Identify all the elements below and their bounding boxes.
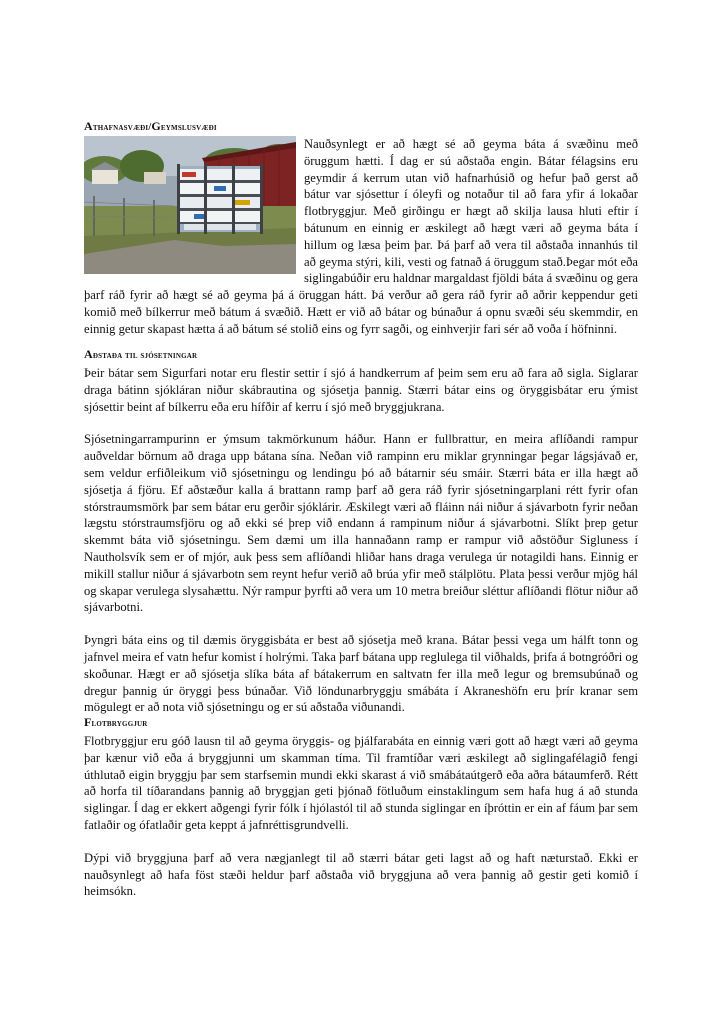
section-sjosetning — [84, 348, 638, 716]
paragraph-docks-1: Flotbryggjur eru góð lausn til að geyma öryggis- og þjálfarabáta en einnig væri gott að hægt væri að geyma þar kænur við eða á bryggjunni um skamman tíma. Til framtíðar væri æskilegt að siglingafélagið fengi úthlutað eigin bryggju þar sem starfsemin mundi ekki skarast á við smábátaútgerð eða aðra bátaumferð. Rétt að horfa til tíðarandans þannig að bryggjan geti þjónað fötluðum einstaklingum sem hafa hug á að stunda siglingar. Í dag er ekkert aðgengi fyrir fólk í hjólastól til að stunda siglingar en íþróttin er ein af fáum þar sem fatlaðir og ófatlaðir geta keppt á jafnréttisgrundvelli. — [84, 734, 638, 832]
heading-sjosetning: Aðstaða til sjósetningar — [84, 347, 198, 361]
boat-storage-rack-photo — [84, 136, 296, 274]
section-athafnasvaedi — [84, 120, 638, 338]
paragraph-launch-1: Þeir bátar sem Sigurfari notar eru flestir settir í sjó á handkerrum af þeim sem eru að fara að sigla. Siglarar draga bátinn sjókláran niður skábrautina og sjósetja þannig. Stærri bátar eins og öryggisbátar eru ýmist sjósettir beint af bílkerru eða eru hífðir af kerru í sjó með bryggjukrana. — [84, 366, 638, 414]
paragraph-storage: Nauðsynlegt er að hægt sé að geyma báta á svæðinu með öruggum hætti. Í dag er sú aðstaða engin. Bátar félagsins eru geymdir á kerrum utan við hafnarhúsið og hefur það gerst að bátur var sjósettur í óleyfi og notaður til að fara yfir á lokaðar flotbryggjur. Með girðingu er hægt að skilja lausa hluti eftir í bátunum en einnig er æskilegt að hægt væri að geyma báta í hillum og læsa þeim þar. Þá þarf að vera til aðstaða innanhús til að geyma stýri, kili, vesti og fatnað á öruggum stað.Þegar mót eða siglingabúðir eru haldnar margaldast fjöldi báta á svæðinu og gera þarf ráð fyrir að hægt sé að geyma þá á öruggan hátt. Þá verður að gera ráð fyrir að aðrir keppendur geti komið með bílkerrur með bátum á svæðið. Hætt er við að bátar og búnaður á opnu svæði séu skemmdir, en einnig getur skapast hætta á að bátum sé stolið eins og fyrr sagði, og einhverjir fari sér að voða í höfninni. — [84, 137, 638, 336]
heading-athafnasvaedi: Athafnasvæði/Geymslusvæði — [84, 119, 217, 133]
heading-flotbryggjur: Flotbryggjur — [84, 715, 148, 729]
section-flotbryggjur — [84, 716, 638, 900]
paragraph-launch-2: Sjósetningarrampurinn er ýmsum takmörkunum háður. Hann er fullbrattur, en meira aflíðandi rampur auðveldar börnum að draga upp bátana sína. Neðan við rampinn eru miklar grynningar þegar lágsjávað er, sem veldur erfiðleikum við sjósetningu og lendingu þó að bátarnir séu smáir. Stærri báta er illa hægt að sjósetja á fjöru. Ef aðstæður kalla á brattann ramp þarf að gera ráð fyrir sjósetningarplani rétt fyrir ofan stórstraumsmörk þar sem bátar eru gerðir sjóklárir. Æskilegt væri að fláinn nái niður á sjávarbotn fyrir neðan lægstu stórstraumsfjöru og að ekki sé þrep við endann á rampinum niður á sjávarbotni. Slíkt þrep getur skemmt báta við sjósetningu. Sem dæmi um illa hannaðann ramp er rampur við aðstöður Sigluness í Nautholsvík sem er of mjór, auk þess sem aflíðandi hliðar hans draga verulega úr notagildi hans. Einnig er mikill stallur niður á sjávarbotn sem reynt hefur verið að brúa yfir með stálplötu. Plata þessi verður mjög hál og skapar verulega slysahættu. Nýr rampur þyrfti að vera um 10 metra breiður sléttur aflíðandi flötur niður að sjávarbotni. — [84, 432, 638, 615]
paragraph-docks-2: Dýpi við bryggjuna þarf að vera nægjanlegt til að stærri bátar geti lagst að og haft næturstað. Ekki er nauðsynlegt að hafa föst stæði heldur þarf aðstaða við bryggjuna að vera þannig að gestir geti komið í heimsókn. — [84, 850, 638, 899]
paragraph-launch-3: Þyngri báta eins og til dæmis öryggisbáta er best að sjósetja með krana. Bátar þessi vega um hálft tonn og jafnvel meira ef vatn hefur komist í holrými. Taka þarf bátana upp reglulega til viðhalds, þrifa á botngróðri og skoðunar. Hægt er að sjósetja slíka báta af bátakerrum en saltvatn fer illa með legur og bremsubúnað og dregur þannig úr öryggi þess búnaðar. Við löndunarbryggju smábáta í Akraneshöfn eru þrír kranar sem mögulegt er að nota við sjósetningu og er sú aðstaða viðunandi. — [84, 633, 638, 715]
